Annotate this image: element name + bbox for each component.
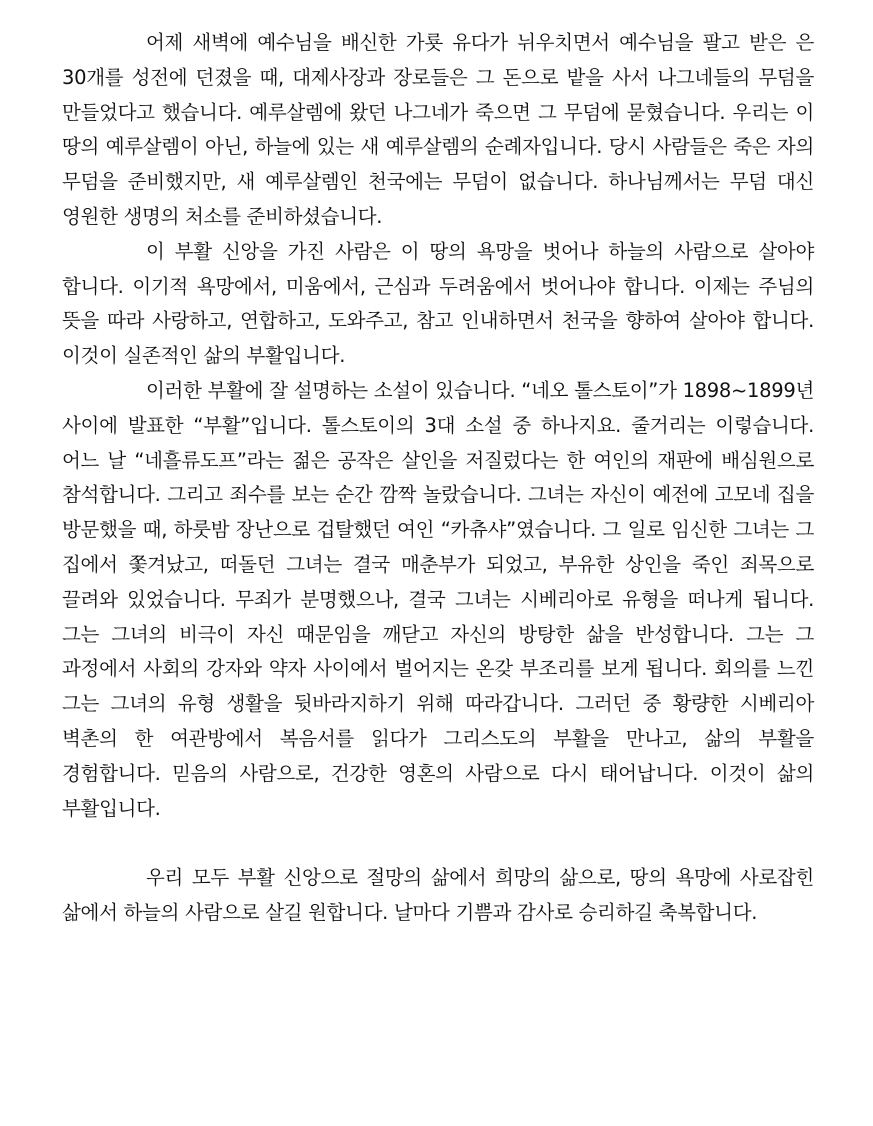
paragraph-spacer	[62, 826, 814, 861]
paragraph-tolstoy-resurrection: 이러한 부활에 잘 설명하는 소설이 있습니다. “네오 톨스토이”가 1898~1899년 사이에 발표한 “부활”입니다. 톨스토이의 3대 소설 중 하나지요. 줄거리는 이렇습니다. 어느 날 “네흘류도프”라는 젊은 공작은 살인을 저질렀다는 한 여인의 재판에 배심원으로 참석합니다. 그리고 죄수를 보는 순간 깜짝 놀랐습니다. 그녀는 자신이 예전에 고모네 집을 방문했을 때, 하룻밤 장난으로 겁탈했던 여인 “카츄샤”였습니다. 그 일로 임신한 그녀는 그 집에서 쫓겨났고, 떠돌던 그녀는 결국 매춘부가 되었고, 부유한 상인을 죽인 죄목으로 끌려와 있었습니다. 무죄가 분명했으나, 결국 그녀는 시베리아로 유형을 떠나게 됩니다. 그는 그녀의 비극이 자신 때문임을 깨닫고 자신의 방탕한 삶을 반성합니다. 그는 그 과정에서 사회의 강자와 약자 사이에서 벌어지는 온갖 부조리를 보게 됩니다. 회의를 느낀 그는 그녀의 유형 생활을 뒷바라지하기 위해 따라갑니다. 그러던 중 황량한 시베리아 벽촌의 한 여관방에서 복음서를 읽다가 그리스도의 부활을 만나고, 삶의 부활을 경험합니다. 믿음의 사람으로, 건강한 영혼의 사람으로 다시 태어납니다. 이것이 삶의 부활입니다.	[62, 378, 814, 820]
paragraph-closing-blessing: 우리 모두 부활 신앙으로 절망의 삶에서 희망의 삶으로, 땅의 욕망에 사로잡힌 삶에서 하늘의 사람으로 살길 원합니다. 날마다 기쁨과 감사로 승리하길 축복합니다.	[62, 866, 814, 924]
paragraph-resurrection-faith: 이 부활 신앙을 가진 사람은 이 땅의 욕망을 벗어나 하늘의 사람으로 살아야 합니다. 이기적 욕망에서, 미움에서, 근심과 두려움에서 벗어나야 합니다. 이제는 주님의 뜻을 따라 사랑하고, 연합하고, 도와주고, 참고 인내하면서 천국을 향하여 살아야 합니다. 이것이 실존적인 삶의 부활입니다.	[62, 239, 814, 368]
document-page	[62, 26, 814, 931]
paragraph-empty-tomb: 어제 새벽에 예수님을 배신한 가룟 유다가 뉘우치면서 예수님을 팔고 받은 은 30개를 성전에 던졌을 때, 대제사장과 장로들은 그 돈으로 밭을 사서 나그네들의 무덤을 만들었다고 했습니다. 예루살렘에 왔던 나그네가 죽으면 그 무덤에 묻혔습니다. 우리는 이 땅의 예루살렘이 아닌, 하늘에 있는 새 예루살렘의 순례자입니다. 당시 사람들은 죽은 자의 무덤을 준비했지만, 새 예루살렘인 천국에는 무덤이 없습니다. 하나님께서는 무덤 대신 영원한 생명의 처소를 준비하셨습니다.	[62, 31, 814, 228]
